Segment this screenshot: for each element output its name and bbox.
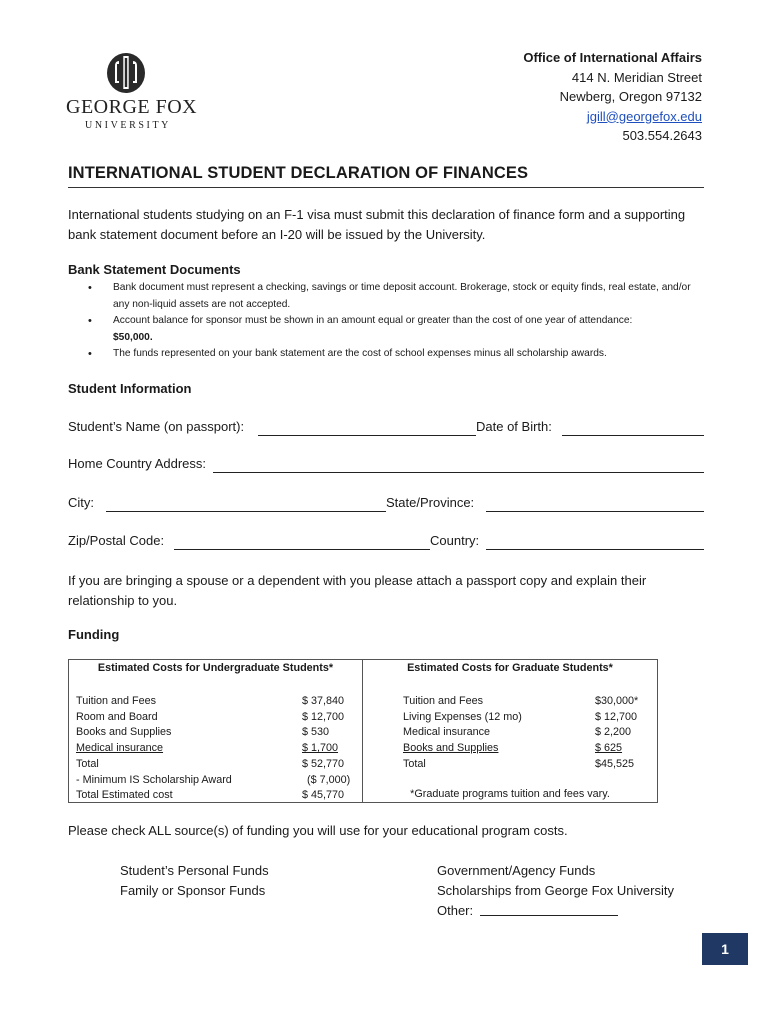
george-fox-crest-icon: [106, 52, 146, 94]
cost-amount: $30,000*: [595, 695, 639, 707]
bank-requirements-list: [88, 280, 703, 363]
cost-amount: $ 52,770: [302, 758, 345, 770]
cost-label: Total Estimated cost: [76, 789, 173, 801]
university-logo: [66, 52, 198, 132]
funding-heading: Funding: [68, 627, 120, 642]
cost-label: Medical insurance: [76, 742, 164, 754]
state-label: State/Province:: [386, 495, 475, 510]
office-street: 414 N. Meridian Street: [571, 69, 702, 85]
bullet-text: Account balance for sponsor must be shown in an amount equal or greater than the cost of one year of attendance:: [113, 315, 633, 326]
bullet-text: Bank document must represent a checking, savings or time deposit account. Brokerage, stock or equity finds, real estate, and/or any non-liquid assets are not accepted.: [113, 282, 691, 310]
source-other-label: Other:: [437, 903, 474, 918]
grad-heading: Estimated Costs for Graduate Students*: [407, 662, 613, 674]
dob-label: Date of Birth:: [476, 419, 552, 434]
intro-paragraph: International students studying on an F-1 visa must submit this declaration of finance form and a supporting bank statement document before an I-20 will be issued by the University.: [68, 207, 686, 242]
cost-label: Tuition and Fees: [76, 695, 157, 707]
list-item: [88, 313, 703, 346]
address-label: Home Country Address:: [68, 456, 207, 471]
cost-label: Total: [76, 758, 99, 770]
address-field[interactable]: [213, 472, 704, 473]
cost-amount: $ 2,200: [595, 726, 632, 738]
student-name-label: Student’s Name (on passport):: [68, 419, 245, 434]
country-field[interactable]: [486, 549, 704, 550]
cost-label: Room and Board: [76, 711, 158, 723]
source-government-agency[interactable]: Government/Agency Funds: [437, 863, 596, 878]
list-item: [88, 280, 703, 313]
office-email-link[interactable]: jgill@georgefox.edu: [586, 108, 702, 124]
student-name-field[interactable]: [258, 435, 476, 436]
office-phone: 503.554.2643: [622, 128, 702, 143]
cost-amount: $ 625: [595, 742, 623, 754]
cost-amount: ($ 7,000): [307, 774, 351, 786]
cost-label: Books and Supplies: [76, 726, 172, 738]
page-title: INTERNATIONAL STUDENT DECLARATION OF FINANCES: [68, 164, 704, 188]
office-address-block: [523, 48, 702, 146]
required-balance: $50,000.: [113, 331, 153, 343]
city-label: City:: [68, 495, 94, 510]
cost-label: Books and Supplies: [403, 742, 499, 754]
dob-field[interactable]: [562, 435, 704, 436]
cost-label: Medical insurance: [403, 726, 491, 738]
address-row: [68, 456, 704, 476]
page-number: 1: [702, 933, 748, 965]
student-section-heading: Student Information: [68, 381, 192, 396]
office-name: Office of International Affairs: [523, 50, 702, 65]
source-scholarships[interactable]: Scholarships from George Fox University: [437, 883, 674, 898]
cost-amount: $ 12,700: [595, 711, 638, 723]
list-item: [88, 346, 703, 363]
bullet-text: The funds represented on your bank statement are the cost of school expenses minus all scholarship awards.: [113, 348, 607, 359]
state-field[interactable]: [486, 511, 704, 512]
grad-footnote: *Graduate programs tuition and fees vary.: [410, 788, 610, 800]
cost-amount: $ 37,840: [302, 695, 345, 707]
undergrad-heading: Estimated Costs for Undergraduate Students*: [97, 662, 334, 674]
cost-amount: $ 530: [302, 726, 330, 738]
cost-table: [68, 659, 658, 803]
cost-amount: $ 12,700: [302, 711, 345, 723]
cost-label: Living Expenses (12 mo): [403, 711, 522, 723]
cost-amount: $45,525: [595, 758, 635, 770]
source-family-sponsor[interactable]: Family or Sponsor Funds: [120, 883, 266, 898]
undergrad-costs: [69, 660, 363, 802]
cost-amount: $ 45,770: [302, 789, 345, 801]
cost-amount: $ 1,700: [302, 742, 339, 754]
logo-subtitle: UNIVERSITY: [85, 120, 171, 131]
name-dob-row: [68, 419, 704, 439]
city-state-row: [68, 495, 704, 515]
grad-costs: [363, 660, 657, 802]
zip-label: Zip/Postal Code:: [68, 533, 165, 548]
zip-country-row: [68, 533, 704, 553]
cost-label: Tuition and Fees: [403, 695, 484, 707]
source-personal-funds[interactable]: Student’s Personal Funds: [120, 863, 269, 878]
cost-label: - Minimum IS Scholarship Award: [76, 774, 232, 786]
logo-name: GEORGE FOX: [66, 96, 198, 118]
bank-section-heading: Bank Statement Documents: [68, 262, 241, 277]
city-field[interactable]: [106, 511, 386, 512]
office-city: Newberg, Oregon 97132: [559, 89, 702, 104]
source-other-field[interactable]: [480, 915, 618, 916]
spouse-note: If you are bringing a spouse or a dependent with you please attach a passport copy and explain their relationship to you.: [68, 573, 647, 608]
cost-label: Total: [403, 758, 426, 770]
country-label: Country:: [430, 533, 480, 548]
zip-field[interactable]: [174, 549, 430, 550]
funding-sources-question: Please check ALL source(s) of funding you will use for your educational program costs.: [68, 823, 568, 838]
